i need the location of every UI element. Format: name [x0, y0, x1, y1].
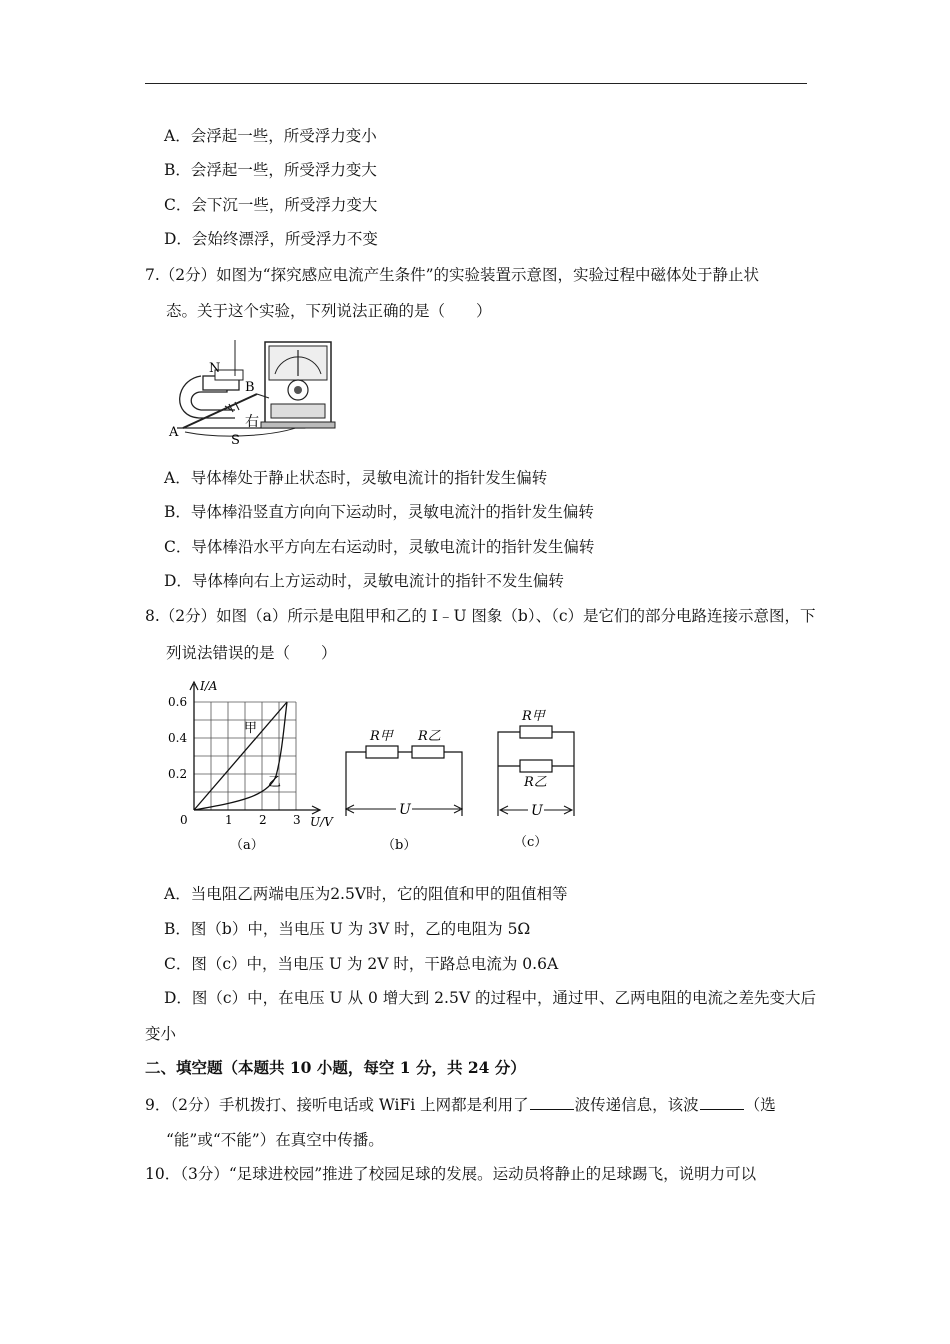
q9-answer-blank-2[interactable]: [700, 1094, 744, 1110]
x-tick-0: 0: [180, 813, 188, 827]
q9-stem-line2: “能”或“不能”）在真空中传播。: [166, 1131, 384, 1149]
y-tick-0.6: 0.6: [168, 695, 188, 709]
voltage-label: U: [399, 802, 411, 818]
q7-stem-line2: 态。关于这个实验，下列说法正确的是（ ）: [166, 302, 492, 320]
q6-option-b: B．会浮起一些，所受浮力变大: [164, 161, 377, 179]
q8-stem-line1: 8.（2分）如图（a）所示是电阻甲和乙的 I﹣U 图象（b）、（c）是它们的部分电路连接示意图，下: [145, 607, 816, 625]
resistor-yi-label: R乙: [418, 729, 441, 744]
q8-figure-c-parallel-circuit: [490, 700, 590, 856]
figure-a-caption: （a）: [230, 838, 264, 853]
q6-option-c: C．会下沉一些，所受浮力变大: [164, 196, 378, 214]
q7-option-c: C．导体棒沿水平方向左右运动时，灵敏电流计的指针发生偏转: [164, 538, 595, 556]
direction-label-right: 右: [245, 414, 259, 430]
voltage-label: U: [531, 803, 543, 819]
rod-end-label-b: B: [245, 380, 255, 395]
q8-option-c: C．图（c）中，当电压 U 为 2V 时，干路总电流为 0.6A: [164, 955, 559, 973]
q8-option-b: B．图（b）中，当电压 U 为 3V 时，乙的电阻为 5Ω: [164, 920, 531, 938]
x-tick-1: 1: [225, 813, 233, 827]
series-label-jia: 甲: [244, 721, 258, 736]
q7-stem-line1: 7.（2分）如图为“探究感应电流产生条件”的实验装置示意图，实验过程中磁体处于静止状: [145, 266, 760, 284]
header-rule: [145, 83, 807, 84]
q8-stem-line2: 列说法错误的是（ ）: [166, 644, 337, 662]
q9-text-part2: 波传递信息，该波: [574, 1096, 699, 1114]
q7-option-b: B．导体棒沿竖直方向向下运动时，灵敏电流汁的指针发生偏转: [164, 503, 594, 521]
series-label-yi: 乙: [268, 775, 282, 790]
q8-figure-b-series-circuit: [340, 716, 470, 858]
figure-b-caption: （b）: [382, 838, 417, 853]
q6-option-d: D．会始终漂浮，所受浮力不变: [164, 230, 378, 248]
x-axis-label: U/V: [310, 815, 333, 829]
y-axis-label: I/A: [200, 679, 218, 693]
figure-c-caption: （c）: [514, 835, 548, 850]
q8-figure-a-iu-graph: [160, 676, 340, 858]
q7-apparatus-figure: [165, 336, 345, 446]
q8-option-a: A．当电阻乙两端电压为2.5V时，它的阻值和甲的阻值相等: [164, 885, 568, 903]
resistor-yi-label: R乙: [524, 775, 547, 790]
magnet-label-s: S: [231, 433, 240, 446]
q10-stem-line1: 10．（3分）“足球进校园”推进了校园足球的发展。运动员将静止的足球踢飞，说明力可以: [145, 1165, 757, 1183]
resistor-jia-label: R甲: [370, 729, 393, 744]
q8-option-d: D．图（c）中，在电压 U 从 0 增大到 2.5V 的过程中，通过甲、乙两电阻的电流之差先变大后: [164, 989, 816, 1007]
q9-text-part1: 9．（2分）手机拨打、接听电话或 WiFi 上网都是利用了: [145, 1096, 529, 1114]
x-tick-2: 2: [259, 813, 267, 827]
q9-text-part3: （选: [744, 1096, 776, 1114]
q6-option-a: A．会浮起一些，所受浮力变小: [164, 127, 377, 145]
q7-option-d: D．导体棒向右上方运动时，灵敏电流计的指针不发生偏转: [164, 572, 564, 590]
magnet-label-n: N: [209, 361, 221, 376]
q8-option-d-continuation: 变小: [145, 1025, 177, 1043]
section-title-fill-in: 二、填空题（本题共 10 小题，每空 1 分，共 24 分）: [145, 1058, 526, 1077]
rod-end-label-a: A: [169, 425, 179, 440]
q7-option-a: A．导体棒处于静止状态时，灵敏电流计的指针发生偏转: [164, 469, 548, 487]
y-tick-0.4: 0.4: [168, 731, 188, 745]
q9-stem-line1: [145, 1094, 776, 1115]
x-tick-3: 3: [293, 813, 301, 827]
q9-answer-blank-1[interactable]: [530, 1094, 574, 1110]
y-tick-0.2: 0.2: [168, 767, 188, 781]
resistor-jia-label: R甲: [522, 709, 545, 724]
